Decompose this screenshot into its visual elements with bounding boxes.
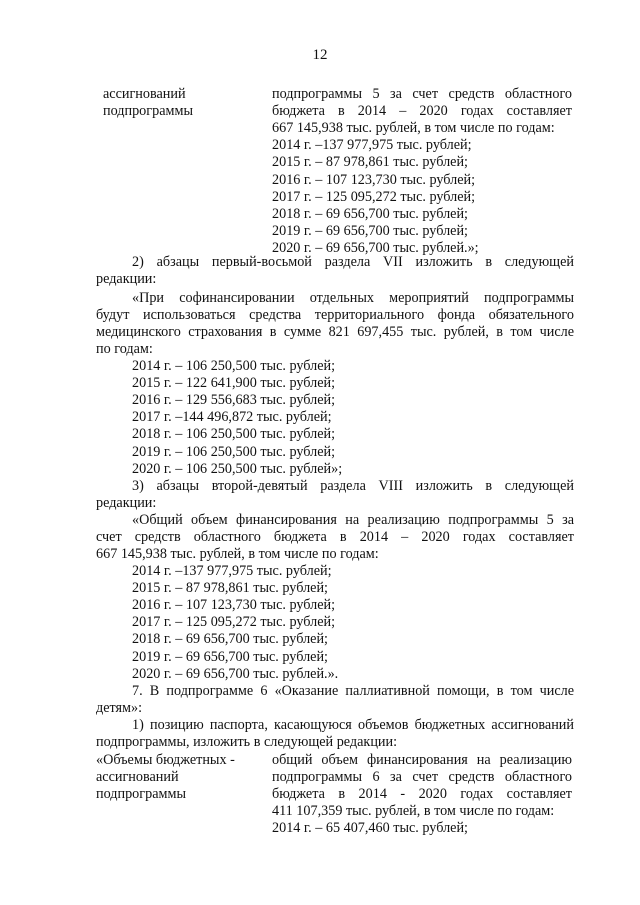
year-line: 2014 г. – 106 250,500 тыс. рублей; bbox=[132, 358, 336, 374]
quote-line: будут использоваться средства территориального фонда обязательного bbox=[96, 307, 574, 324]
passport-value-line: общий объем финансирования на реализацию bbox=[272, 752, 572, 768]
year-line: 2020 г. – 106 250,500 тыс. рублей»; bbox=[132, 460, 343, 477]
quote-line: по годам: bbox=[96, 341, 153, 358]
page-number: 12 bbox=[312, 47, 328, 63]
paragraph-line: 1) позицию паспорта, касающуюся объемов бюджетных ассигнований bbox=[132, 717, 574, 733]
passport-value-line: бюджета в 2014 – 2020 годах составляет bbox=[272, 103, 572, 120]
passport-label-line: ассигнований bbox=[103, 86, 186, 102]
passport-value-line: 2014 г. –137 977,975 тыс. рублей; bbox=[272, 137, 472, 154]
year-line: 2014 г. –137 977,975 тыс. рублей; bbox=[132, 563, 332, 579]
passport-value-line: 2014 г. – 65 407,460 тыс. рублей; bbox=[272, 820, 468, 837]
quote-line: 667 145,938 тыс. рублей, в том числе по годам: bbox=[96, 546, 379, 563]
paragraph-line: 2) абзацы первый-восьмой раздела VII изложить в следующей bbox=[132, 254, 574, 270]
year-line: 2016 г. – 107 123,730 тыс. рублей; bbox=[132, 597, 336, 614]
passport-label-line: подпрограммы bbox=[96, 786, 186, 803]
paragraph-line: редакции: bbox=[96, 495, 157, 512]
passport-value-line: 2015 г. – 87 978,861 тыс. рублей; bbox=[272, 154, 468, 171]
passport-value-line: подпрограммы 6 за счет средств областного bbox=[272, 769, 572, 786]
year-line: 2020 г. – 69 656,700 тыс. рублей.». bbox=[132, 665, 339, 682]
paragraph-line: детям»: bbox=[96, 700, 143, 717]
passport-label-line: подпрограммы bbox=[103, 103, 193, 120]
year-line: 2018 г. – 69 656,700 тыс. рублей; bbox=[132, 631, 328, 648]
year-line: 2017 г. – 125 095,272 тыс. рублей; bbox=[132, 614, 336, 631]
year-line: 2018 г. – 106 250,500 тыс. рублей; bbox=[132, 426, 336, 443]
quote-line: медицинского страхования в сумме 821 697,455 тыс. рублей, в том числе bbox=[96, 324, 574, 341]
paragraph-line: подпрограммы, изложить в следующей редакции: bbox=[96, 734, 398, 751]
passport-label-line: «Объемы бюджетных - bbox=[96, 752, 235, 768]
passport-value-line: 2017 г. – 125 095,272 тыс. рублей; bbox=[272, 188, 476, 205]
passport-value-line: 2019 г. – 69 656,700 тыс. рублей; bbox=[272, 222, 468, 239]
year-line: 2017 г. –144 496,872 тыс. рублей; bbox=[132, 409, 332, 426]
year-line: 2016 г. – 129 556,683 тыс. рублей; bbox=[132, 392, 336, 409]
passport-label-line: ассигнований bbox=[96, 769, 179, 786]
passport-value-line: 2020 г. – 69 656,700 тыс. рублей.»; bbox=[272, 239, 479, 256]
passport-value-line: 2016 г. – 107 123,730 тыс. рублей; bbox=[272, 171, 476, 188]
year-line: 2015 г. – 87 978,861 тыс. рублей; bbox=[132, 580, 328, 597]
quote-line: «Общий объем финансирования на реализацию подпрограммы 5 за bbox=[132, 512, 574, 528]
passport-value-line: 667 145,938 тыс. рублей, в том числе по годам: bbox=[272, 120, 555, 137]
year-line: 2019 г. – 106 250,500 тыс. рублей; bbox=[132, 443, 336, 460]
paragraph-line: 7. В подпрограмме 6 «Оказание паллиативной помощи, в том числе bbox=[132, 683, 574, 699]
year-line: 2015 г. – 122 641,900 тыс. рублей; bbox=[132, 375, 336, 392]
quote-line: «При софинансировании отдельных мероприятий подпрограммы bbox=[132, 290, 574, 306]
quote-line: счет средств областного бюджета в 2014 – 2020 годах составляет bbox=[96, 529, 574, 546]
passport-value-line: 411 107,359 тыс. рублей, в том числе по годам: bbox=[272, 803, 555, 820]
passport-value-line: 2018 г. – 69 656,700 тыс. рублей; bbox=[272, 205, 468, 222]
year-line: 2019 г. – 69 656,700 тыс. рублей; bbox=[132, 648, 328, 665]
passport-value-line: бюджета в 2014 - 2020 годах составляет bbox=[272, 786, 572, 803]
paragraph-line: редакции: bbox=[96, 271, 157, 288]
passport-value-line: подпрограммы 5 за счет средств областного bbox=[272, 86, 572, 102]
paragraph-line: 3) абзацы второй-девятый раздела VIII изложить в следующей bbox=[132, 478, 574, 494]
